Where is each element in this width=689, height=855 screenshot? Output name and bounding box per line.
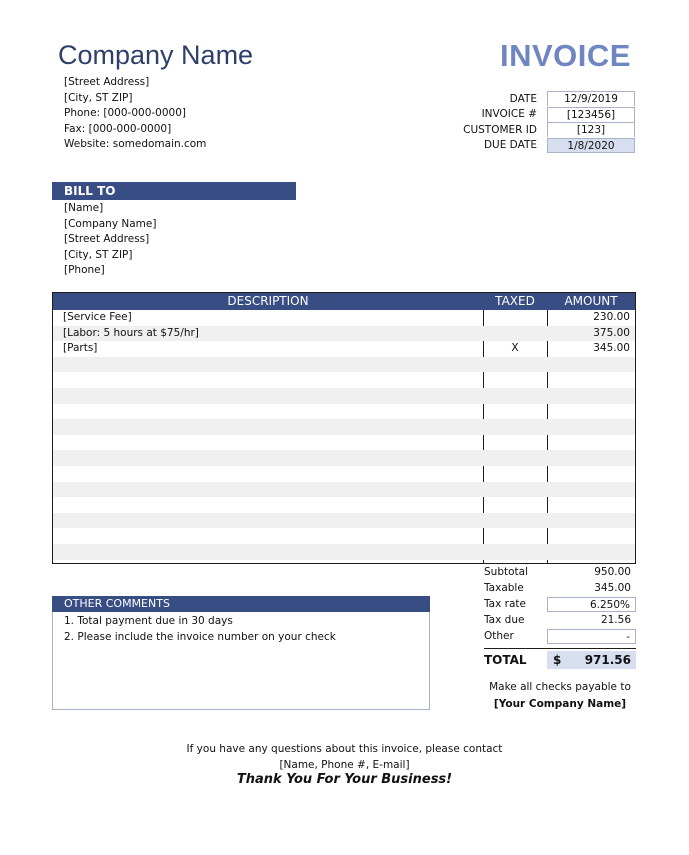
table-row [53, 326, 635, 342]
amount-cell[interactable] [547, 388, 635, 404]
table-row [53, 310, 635, 326]
taxed-cell[interactable] [483, 388, 547, 404]
table-header [53, 293, 635, 310]
amount-header: AMOUNT [564, 294, 618, 308]
table-row [53, 388, 635, 404]
taxed-cell[interactable] [483, 450, 547, 466]
other-row [484, 628, 636, 644]
invoice-number-field[interactable]: [123456] [547, 107, 635, 122]
meta-row-date [440, 91, 636, 107]
bill-to-line[interactable]: [Name] [64, 202, 104, 214]
thank-you-message: Thank You For Your Business! [236, 772, 453, 787]
description-cell[interactable] [53, 497, 483, 513]
description-cell[interactable]: [Labor: 5 hours at $75/hr] [63, 326, 199, 339]
payable-line: Make all checks payable to [489, 681, 631, 693]
bill-to-line[interactable]: [Street Address] [64, 233, 150, 245]
contact-note [0, 742, 689, 773]
meta-label: DATE [509, 92, 537, 105]
taxed-cell[interactable] [483, 528, 547, 544]
description-cell[interactable] [53, 419, 483, 435]
tax-due-value: 21.56 [600, 613, 631, 626]
tax-rate-row [484, 596, 636, 612]
table-row [53, 513, 635, 529]
bill-to-line[interactable]: [Phone] [64, 264, 105, 276]
currency-symbol: $ [553, 653, 562, 667]
subtotal-row [484, 564, 636, 580]
subtotal-label: Subtotal [484, 566, 528, 578]
invoice-meta [440, 91, 636, 153]
description-cell[interactable] [53, 466, 483, 482]
bill-to-heading: BILL TO [52, 182, 296, 200]
other-label: Other [484, 630, 514, 642]
taxed-cell[interactable] [483, 482, 547, 498]
subtotal-value: 950.00 [594, 565, 631, 578]
meta-row-due-date [440, 138, 636, 154]
description-cell[interactable] [53, 544, 483, 560]
customer-id-field[interactable]: [123] [547, 122, 635, 137]
description-cell[interactable] [53, 357, 483, 373]
amount-cell[interactable] [547, 435, 635, 451]
bill-to-block [64, 201, 156, 279]
company-address [64, 75, 206, 153]
amount-cell[interactable] [547, 357, 635, 373]
taxable-label: Taxable [484, 582, 524, 594]
comment-line: 1. Total payment due in 30 days [64, 615, 233, 627]
table-row [53, 482, 635, 498]
taxed-cell[interactable] [483, 419, 547, 435]
invoice-title: INVOICE [500, 38, 631, 73]
amount-cell[interactable]: 230.00 [593, 311, 630, 323]
comment-line: 2. Please include the invoice number on your check [64, 631, 336, 643]
other-field[interactable]: - [547, 629, 636, 644]
taxed-cell[interactable] [483, 326, 547, 342]
table-row [53, 419, 635, 435]
taxed-cell[interactable] [483, 404, 547, 420]
total-label: TOTAL [484, 653, 527, 667]
description-cell[interactable] [53, 450, 483, 466]
address-line: Phone: [000-000-0000] [64, 107, 186, 119]
description-header: DESCRIPTION [227, 294, 309, 308]
amount-cell[interactable]: 375.00 [593, 326, 630, 339]
meta-row-customer-id [440, 122, 636, 138]
total-value [547, 651, 636, 669]
totals-block [484, 564, 636, 669]
description-cell[interactable] [53, 404, 483, 420]
bill-to-line[interactable]: [City, ST ZIP] [64, 248, 133, 261]
meta-row-invoice-number [440, 107, 636, 123]
total-amount: 971.56 [584, 653, 631, 667]
table-row [53, 404, 635, 420]
table-row [53, 497, 635, 513]
description-cell[interactable] [53, 388, 483, 404]
taxable-row [484, 580, 636, 596]
amount-cell[interactable] [547, 450, 635, 466]
contact-line: If you have any questions about this invoice, please contact [186, 743, 503, 755]
line-items-table [52, 292, 636, 564]
taxed-cell[interactable] [483, 513, 547, 529]
amount-cell[interactable] [547, 544, 635, 560]
amount-cell[interactable] [547, 528, 635, 544]
taxed-cell[interactable] [483, 357, 547, 373]
description-cell[interactable] [53, 482, 483, 498]
taxed-header: TAXED [495, 294, 535, 308]
taxed-cell[interactable] [483, 466, 547, 482]
taxed-cell[interactable] [483, 435, 547, 451]
amount-cell[interactable] [547, 482, 635, 498]
tax-due-label: Tax due [484, 614, 525, 626]
amount-cell[interactable] [547, 419, 635, 435]
tax-rate-field[interactable]: 6.250% [547, 597, 636, 612]
payable-note [470, 679, 650, 713]
description-cell[interactable] [53, 372, 483, 388]
description-cell[interactable] [53, 435, 483, 451]
tax-due-row [484, 612, 636, 628]
contact-details: [Name, Phone #, E-mail] [279, 758, 410, 771]
meta-label: DUE DATE [483, 139, 537, 152]
date-field[interactable]: 12/9/2019 [547, 91, 635, 106]
bill-to-line[interactable]: [Company Name] [64, 217, 157, 230]
table-row [53, 435, 635, 451]
other-comments-heading: OTHER COMMENTS [52, 596, 430, 612]
amount-cell[interactable] [547, 372, 635, 388]
company-name: Company Name [58, 40, 254, 70]
table-row [53, 357, 635, 373]
address-line: Fax: [000-000-0000] [64, 122, 172, 135]
table-row [53, 372, 635, 388]
address-line: Website: somedomain.com [64, 138, 207, 150]
taxed-cell[interactable]: X [511, 342, 519, 355]
address-line: [Street Address] [64, 76, 150, 88]
tax-rate-label: Tax rate [484, 598, 526, 610]
description-cell[interactable]: [Parts] [63, 342, 98, 355]
table-row [53, 466, 635, 482]
amount-cell[interactable] [547, 513, 635, 529]
amount-cell[interactable] [547, 466, 635, 482]
table-row [53, 528, 635, 544]
taxed-cell[interactable] [483, 372, 547, 388]
table-row [53, 544, 635, 560]
taxed-cell[interactable] [483, 497, 547, 513]
address-line: [City, ST ZIP] [64, 91, 133, 104]
meta-label: INVOICE # [481, 108, 537, 121]
amount-cell[interactable]: 345.00 [593, 342, 630, 355]
amount-cell[interactable] [547, 404, 635, 420]
taxed-cell[interactable] [483, 544, 547, 560]
taxed-cell[interactable] [483, 310, 547, 326]
description-cell[interactable]: [Service Fee] [63, 311, 132, 323]
table-row [53, 341, 635, 357]
description-cell[interactable] [53, 513, 483, 529]
table-row [53, 450, 635, 466]
meta-label: CUSTOMER ID [463, 123, 537, 136]
taxable-value: 345.00 [594, 581, 631, 594]
table-body [53, 310, 635, 560]
due-date-field[interactable]: 1/8/2020 [547, 138, 635, 153]
description-cell[interactable] [53, 528, 483, 544]
total-row [484, 648, 636, 669]
payable-company: [Your Company Name] [493, 698, 627, 710]
amount-cell[interactable] [547, 497, 635, 513]
other-comments-box[interactable] [52, 612, 430, 710]
